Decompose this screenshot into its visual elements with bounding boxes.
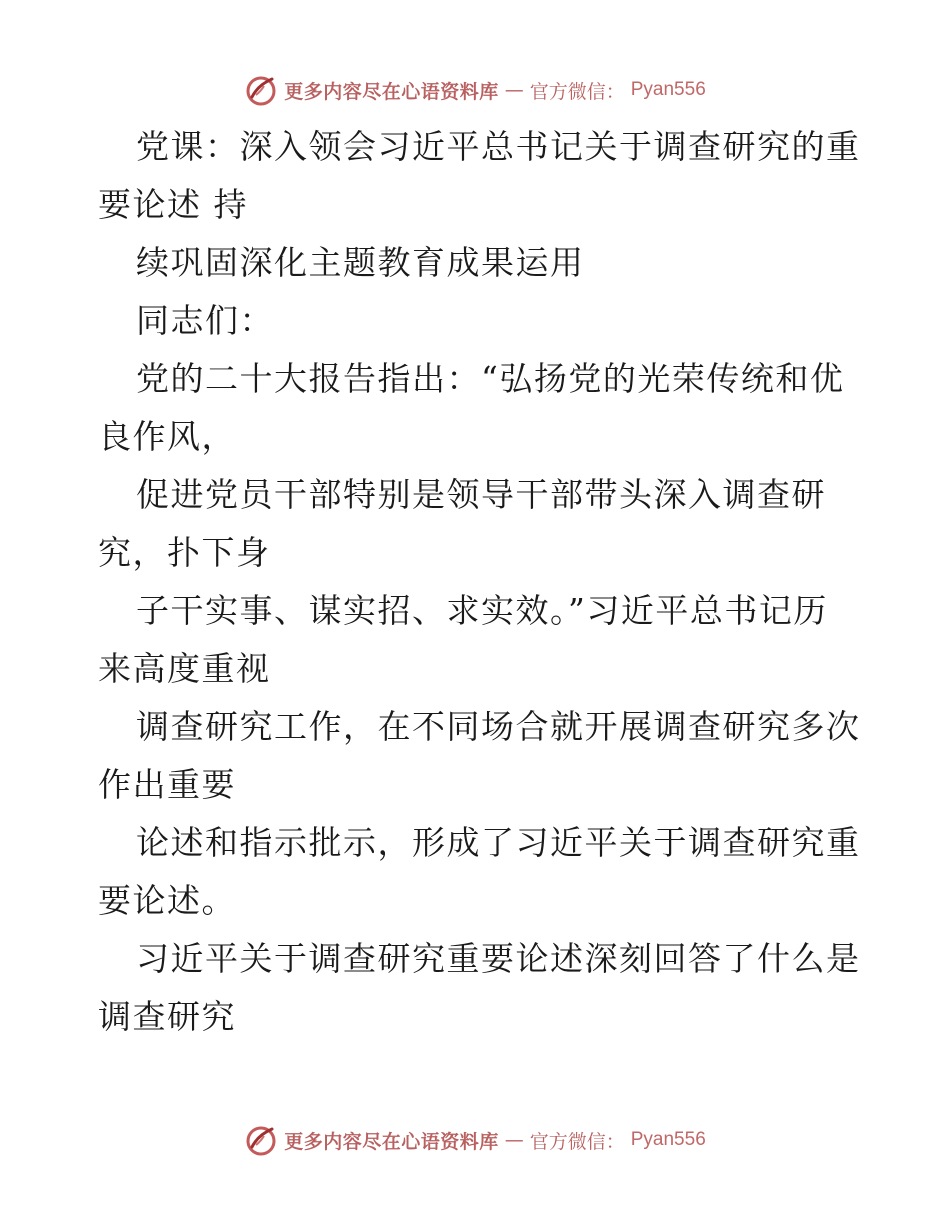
watermark-wechat-id: Pyan556 <box>630 79 706 100</box>
paragraph-line: 良作风， <box>98 417 236 456</box>
paragraph-line: 作出重要 <box>98 765 236 804</box>
brush-pen-logo-icon <box>244 73 278 107</box>
watermark-wechat-label: 官方微信： <box>529 80 625 103</box>
watermark-text: 更多内容尽在心语资料库 <box>284 1130 499 1153</box>
title-line-1: 党课：深入领会习近平总书记关于调查研究的重 <box>136 127 861 166</box>
paragraph-line: 调查研究 <box>98 997 236 1036</box>
paragraph-line: 习近平关于调查研究重要论述深刻回答了什么是 <box>136 939 861 978</box>
title-line-3: 续巩固深化主题教育成果运用 <box>136 243 585 282</box>
watermark-wechat-id: Pyan556 <box>630 1129 706 1150</box>
paragraph-line: 调查研究工作，在不同场合就开展调查研究多次 <box>136 707 861 746</box>
paragraph-line: 子干实事、谋实招、求实效。”习近平总书记历 <box>136 591 828 630</box>
footer-watermark <box>0 1120 950 1160</box>
paragraph-line: 党的二十大报告指出：“弘扬党的光荣传统和优 <box>136 359 845 398</box>
brush-pen-logo-icon <box>244 1123 278 1157</box>
title-line-2: 要论述 持 <box>98 185 248 224</box>
paragraph-line: 究，扑下身 <box>98 533 271 572</box>
paragraph-line: 要论述。 <box>98 881 236 920</box>
document-body <box>98 118 861 1046</box>
paragraph-line: 促进党员干部特别是领导干部带头深入调查研 <box>136 475 826 514</box>
watermark-dash: — <box>504 79 524 101</box>
paragraph-line: 论述和指示批示，形成了习近平关于调查研究重 <box>136 823 861 862</box>
watermark-text: 更多内容尽在心语资料库 <box>284 80 499 103</box>
paragraph-line: 来高度重视 <box>98 649 271 688</box>
header-watermark <box>0 70 950 110</box>
watermark-wechat-label: 官方微信： <box>529 1130 625 1153</box>
watermark-dash: — <box>504 1129 524 1151</box>
salutation: 同志们： <box>136 301 274 340</box>
